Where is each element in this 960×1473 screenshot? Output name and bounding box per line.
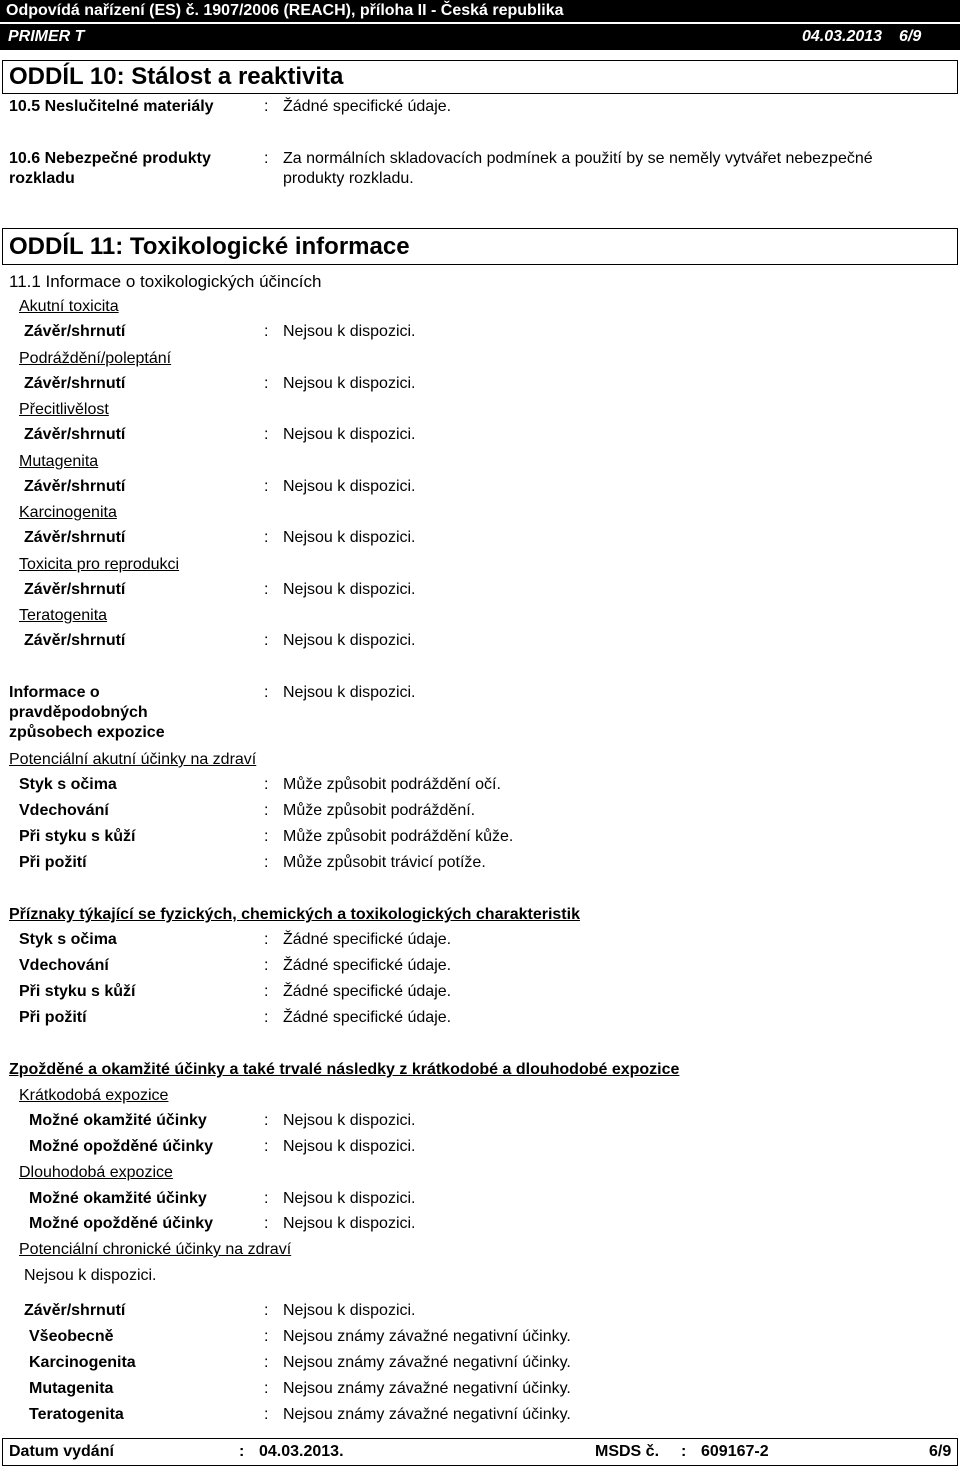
row-label: Závěr/shrnutí [24, 426, 126, 443]
row-label: Závěr/shrnutí [24, 374, 126, 392]
colon: : [264, 1112, 269, 1129]
row-label: Styk s očima [19, 776, 117, 793]
row-label: Všeobecně [29, 1328, 114, 1345]
colon: : [264, 1302, 269, 1319]
row-value: Může způsobit podráždění. [283, 802, 476, 819]
delayed-value: Nejsou k dispozici. [283, 1215, 416, 1232]
issue-date-value: 04.03.2013. [259, 1443, 344, 1460]
acute-effects-heading: Potenciální akutní účinky na zdraví [9, 751, 257, 768]
incompatible-value: Žádné specifické údaje. [283, 98, 452, 115]
row-short-immediate [0, 1112, 960, 1134]
row-value: Může způsobit podráždění kůže. [283, 828, 514, 845]
acute-effect-row [0, 776, 960, 798]
row-short-delayed [0, 1138, 960, 1160]
msds-label: MSDS č. [595, 1443, 660, 1460]
row-long-delayed [0, 1215, 960, 1237]
toxicity-group-heading: Mutagenita [19, 452, 99, 470]
colon: : [264, 1009, 269, 1026]
colon: : [264, 684, 269, 701]
toxicity-group-heading: Podráždění/poleptání [19, 349, 172, 367]
summary-value: Nejsou k dispozici. [283, 1302, 416, 1319]
row-label: Styk s očima [19, 931, 117, 948]
colon: : [264, 957, 269, 974]
row-value: Nejsou k dispozici. [283, 323, 416, 340]
colon: : [264, 323, 269, 340]
colon: : [264, 931, 269, 948]
colon: : [264, 1328, 269, 1345]
row-exposure-routes [0, 684, 960, 746]
colon: : [264, 98, 269, 115]
toxicity-summary-row [0, 375, 960, 397]
row-label: Vdechování [19, 957, 109, 974]
footer-page: 6/9 [929, 1443, 952, 1460]
delayed-label: Možné opožděné účinky [29, 1138, 214, 1155]
header-page: 6/9 [899, 28, 922, 45]
immediate-value: Nejsou k dispozici. [283, 1190, 416, 1207]
immediate-label: Možné okamžité účinky [29, 1190, 207, 1207]
immediate-value: Nejsou k dispozici. [283, 1112, 416, 1129]
row-label: Vdechování [19, 802, 109, 819]
row-value: Žádné specifické údaje. [283, 957, 452, 974]
colon: : [264, 854, 269, 871]
row-label: Teratogenita [29, 1406, 124, 1423]
exposure-value: Nejsou k dispozici. [283, 684, 416, 701]
row-value: Nejsou k dispozici. [283, 374, 416, 392]
colon: : [264, 1380, 269, 1397]
colon: : [264, 776, 269, 793]
row-value: Nejsou známy závažné negativní účinky. [283, 1380, 571, 1397]
symptoms-heading: Příznaky týkající se fyzických, chemických a toxikologických charakteristik [9, 906, 580, 923]
colon: : [264, 426, 269, 443]
immediate-label: Možné okamžité účinky [29, 1112, 207, 1129]
colon: : [264, 529, 269, 546]
decomposition-label-2: rozkladu [9, 170, 75, 187]
delayed-effects-heading: Zpožděné a okamžité účinky a také trvalé následky z krátkodobé a dlouhodobé expozice [9, 1061, 680, 1078]
footer [2, 1438, 958, 1466]
colon: : [681, 1443, 687, 1460]
row-label: Závěr/shrnutí [24, 632, 126, 649]
regulation-banner [0, 0, 960, 22]
document-header [0, 24, 960, 50]
row-value: Nejsou k dispozici. [283, 580, 416, 598]
row-chronic-summary [0, 1302, 960, 1324]
colon: : [264, 1138, 269, 1155]
delayed-value: Nejsou k dispozici. [283, 1138, 416, 1155]
exposure-label-3: způsobech expozice [9, 724, 165, 741]
row-long-immediate [0, 1190, 960, 1212]
delayed-label: Možné opožděné účinky [29, 1215, 214, 1232]
row-label: Závěr/shrnutí [24, 529, 126, 546]
row-value: Nejsou k dispozici. [283, 477, 416, 495]
row-label: Karcinogenita [29, 1354, 136, 1371]
decomposition-value-2: produkty rozkladu. [283, 170, 414, 187]
toxicity-group-heading: Akutní toxicita [19, 298, 119, 315]
colon: : [239, 1443, 245, 1460]
chronic-effect-row [0, 1380, 960, 1402]
row-value: Může způsobit trávicí potíže. [283, 854, 486, 871]
acute-effect-row [0, 854, 960, 876]
row-value: Žádné specifické údaje. [283, 983, 452, 1000]
chronic-effect-row [0, 1354, 960, 1376]
colon: : [264, 150, 269, 167]
colon: : [264, 828, 269, 845]
regulation-text: Odpovídá nařízení (ES) č. 1907/2006 (REACH), příloha II - Česká republika [6, 2, 564, 19]
chronic-effect-row [0, 1406, 960, 1428]
toxicity-summary-row [0, 632, 960, 654]
short-term-heading: Krátkodobá expozice [19, 1087, 169, 1104]
exposure-label-1: Informace o [9, 684, 100, 701]
colon: : [264, 802, 269, 819]
row-label: Závěr/shrnutí [24, 323, 126, 340]
row-label: Při požití [19, 854, 87, 871]
symptom-row [0, 983, 960, 1005]
toxicity-summary-row [0, 478, 960, 500]
section-11-title [2, 228, 958, 265]
row-incompatible [0, 98, 960, 120]
header-date: 04.03.2013 [802, 28, 883, 45]
acute-effect-row [0, 802, 960, 824]
chronic-effects-text: Nejsou k dispozici. [24, 1267, 157, 1284]
row-label: Při styku s kůží [19, 828, 136, 845]
subsection-11-1: 11.1 Informace o toxikologických účincích [9, 272, 322, 291]
toxicity-group-heading: Karcinogenita [19, 504, 117, 521]
decomposition-label-1: 10.6 Nebezpečné produkty [9, 150, 211, 167]
row-label: Závěr/shrnutí [24, 580, 126, 598]
colon: : [264, 580, 269, 598]
summary-label: Závěr/shrnutí [24, 1302, 126, 1319]
row-value: Žádné specifické údaje. [283, 931, 452, 948]
colon: : [264, 983, 269, 1000]
long-term-heading: Dlouhodobá expozice [19, 1164, 173, 1181]
colon: : [264, 477, 269, 495]
exposure-label-2: pravděpodobných [9, 704, 148, 721]
msds-number: 609167-2 [701, 1443, 769, 1460]
row-value: Nejsou známy závažné negativní účinky. [283, 1406, 571, 1423]
toxicity-summary-row [0, 529, 960, 551]
row-value: Nejsou k dispozici. [283, 529, 416, 546]
symptom-row [0, 1009, 960, 1031]
row-value: Nejsou k dispozici. [283, 426, 416, 443]
symptom-row [0, 931, 960, 953]
toxicity-summary-row [0, 426, 960, 448]
colon: : [264, 1190, 269, 1207]
toxicity-group-heading: Toxicita pro reprodukci [19, 555, 180, 573]
row-value: Může způsobit podráždění očí. [283, 776, 501, 793]
section-10-title-text: ODDÍL 10: Stálost a reaktivita [9, 63, 344, 90]
toxicity-group-heading: Teratogenita [19, 607, 108, 624]
row-value: Nejsou známy závažné negativní účinky. [283, 1354, 571, 1371]
symptom-row [0, 957, 960, 979]
row-label: Při styku s kůží [19, 983, 136, 1000]
row-value: Nejsou k dispozici. [283, 632, 416, 649]
colon: : [264, 632, 269, 649]
row-label: Při požití [19, 1009, 87, 1026]
toxicity-group-heading: Přecitlivělost [19, 401, 109, 418]
row-label: Závěr/shrnutí [24, 477, 126, 495]
section-11-title-text: ODDÍL 11: Toxikologické informace [9, 233, 410, 260]
colon: : [264, 1406, 269, 1423]
decomposition-value-1: Za normálních skladovacích podmínek a použití by se neměly vytvářet nebezpečné [283, 150, 873, 167]
colon: : [264, 374, 269, 392]
product-name: PRIMER T [8, 28, 85, 45]
chronic-effect-row [0, 1328, 960, 1350]
chronic-effects-heading: Potenciální chronické účinky na zdraví [19, 1241, 292, 1258]
row-label: Mutagenita [29, 1380, 114, 1397]
colon: : [264, 1354, 269, 1371]
row-value: Nejsou známy závažné negativní účinky. [283, 1328, 571, 1345]
section-10-title [2, 60, 958, 94]
toxicity-summary-row [0, 581, 960, 603]
issue-date-label: Datum vydání [9, 1443, 114, 1460]
colon: : [264, 1215, 269, 1232]
acute-effect-row [0, 828, 960, 850]
row-value: Žádné specifické údaje. [283, 1009, 452, 1026]
toxicity-summary-row [0, 323, 960, 345]
row-decomposition [0, 150, 960, 194]
incompatible-label: 10.5 Neslučitelné materiály [9, 98, 214, 115]
